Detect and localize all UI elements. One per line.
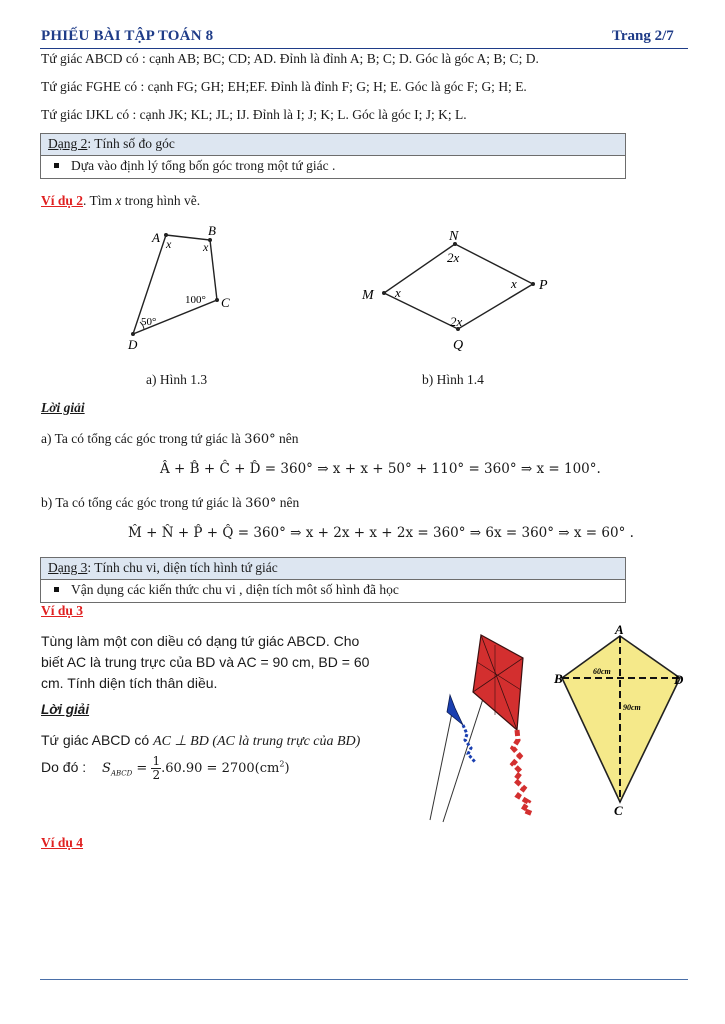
intro-line-abcd: Tứ giác ABCD có : cạnh AB; BC; CD; AD. Đỉnh là đỉnh A; B; C; D. Góc là góc A; B; C; D. [41,51,539,66]
fig14-N: N [449,229,459,244]
fig13-C: C [221,295,230,310]
solution-a-text: a) Ta có tổng các góc trong tứ giác là [41,431,245,446]
example2-text: . Tìm [83,193,116,208]
kite-C: C [614,803,623,818]
fig13-A: A [152,230,160,245]
kite-bd-length: 60cm [593,667,611,676]
dang2-title [41,134,625,156]
fig13-D: D [128,337,138,352]
example3-sol-line-2 [41,755,290,782]
dang3-label: Dạng 3 [48,560,88,575]
area-rest: .60.90 = 2700(cm [161,761,280,776]
fig13-caption: a) Hình 1.3 [146,372,208,387]
example3-problem [41,631,369,694]
fig13-angle-c: 100° [185,294,206,306]
kite-A: A [615,622,624,637]
solution-a-line [41,431,299,447]
solution-a-text-end: nên [275,431,299,446]
dang2-label: Dạng 2 [48,136,88,151]
figure-1-4 [355,222,565,358]
example2-line [41,193,200,209]
footer-divider [40,979,688,980]
fig14-P: P [539,278,548,293]
fig14-Q: Q [453,338,464,353]
red-kite-icon [473,635,523,730]
dang3-box [40,557,626,603]
example3-sol-line-1 [41,732,360,750]
dang2-text: : Tính số đo góc [87,136,175,151]
fig14-angle-n: 2x [447,250,460,265]
dang3-text: : Tính chu vi, diện tích hình tứ giác [87,560,278,575]
dang3-bullet [41,580,625,602]
kite-ac-length: 90cm [623,703,641,712]
area-fraction [151,755,161,782]
intro-line-ijkl: Tứ giác IJKL có : cạnh JK; KL; JL; IJ. Đỉnh là I; J; K; L. Góc là góc I; J; K; L. [41,107,467,122]
solution-b-formula: M̂ + N̂ + P̂ + Q̂ = 360° ⇒ x + 2x + x + 2x = 360° ⇒ 6x = 360° ⇒ x = 60° . [128,525,634,541]
header-divider [40,48,688,49]
area-sub: ABCD [110,769,133,778]
example4-label: Ví dụ 4 [41,835,84,850]
header-title: PHIẾU BÀI TẬP TOÁN 8 [41,28,214,44]
example3-line-1: Tùng làm một con diều có dạng tứ giác ABCD. Cho [41,633,360,649]
area-eq: = [136,761,148,776]
area-close: ) [284,761,290,776]
solution-b-deg: 360° [245,496,277,511]
fig14-angle-p: x [511,276,517,291]
dang2-box [40,133,626,179]
kite-D: D [674,672,684,687]
solution-a-formula: Â + B̂ + Ĉ + D̂ = 360° ⇒ x + x + 50° + 110° = 360° ⇒ x = 100°. [160,461,601,477]
kite-diagram [553,622,691,818]
area-S: S [102,761,111,776]
fig13-angle-d: 50° [141,316,157,328]
kite-B: B [554,671,563,686]
bullet-square-icon [54,163,59,168]
example3-line-2: biết AC là trung trực của BD và AC = 90 cm, BD = 60 [41,654,370,670]
example3-label: Ví dụ 3 [41,603,84,618]
dang2-bullet-text: Dựa vào định lý tổng bốn góc trong một tứ giác . [71,158,336,173]
fig14-caption: b) Hình 1.4 [422,372,484,387]
area-num: 1 [152,754,161,768]
example3-solution-label: Lời giải [41,702,90,717]
kites-illustration [425,630,545,825]
blue-kite-icon [447,695,463,725]
solution-label: Lời giải [41,400,85,415]
fig14-M: M [362,288,374,303]
solution-a-deg: 360° [244,432,276,447]
dang3-title [41,558,625,580]
solution-b-text: b) Ta có tổng các góc trong tứ giác là [41,495,246,510]
example2-text-end: trong hình vẽ. [121,193,201,208]
example3-area-formula [102,754,290,782]
fig13-angle-a: x [166,237,172,251]
example3-sol-italic: AC ⊥ BD (AC là trung trực của BD) [153,734,361,749]
dang3-bullet-text: Vận dụng các kiến thức chu vi , diện tích môt số hình đã học [71,582,399,597]
area-den: 2 [152,768,161,782]
example3-doda: Do đó : [41,759,87,775]
example2-label: Ví dụ 2 [41,193,84,208]
fig13-angle-b: x [203,240,209,254]
example2-var: x [115,193,122,208]
fig14-angle-m: x [395,285,401,300]
figure-1-3 [120,222,250,354]
dang2-bullet [41,156,625,178]
solution-b-line [41,495,299,511]
area-exp: 2 [279,759,285,769]
example3-line-3: cm. Tính diện tích thân diều. [41,675,218,691]
solution-b-text-end: nên [276,495,300,510]
bullet-square-icon [54,587,59,592]
fig14-angle-q: 2x [450,314,463,329]
intro-line-fghe: Tứ giác FGHE có : cạnh FG; GH; EH;EF. Đỉnh là đỉnh F; G; H; E. Góc là góc F; G; H; E. [41,79,527,94]
example3-sol-text: Tứ giác ABCD có [41,732,154,748]
fig13-B: B [208,223,216,238]
page-number: Trang 2/7 [612,28,674,44]
